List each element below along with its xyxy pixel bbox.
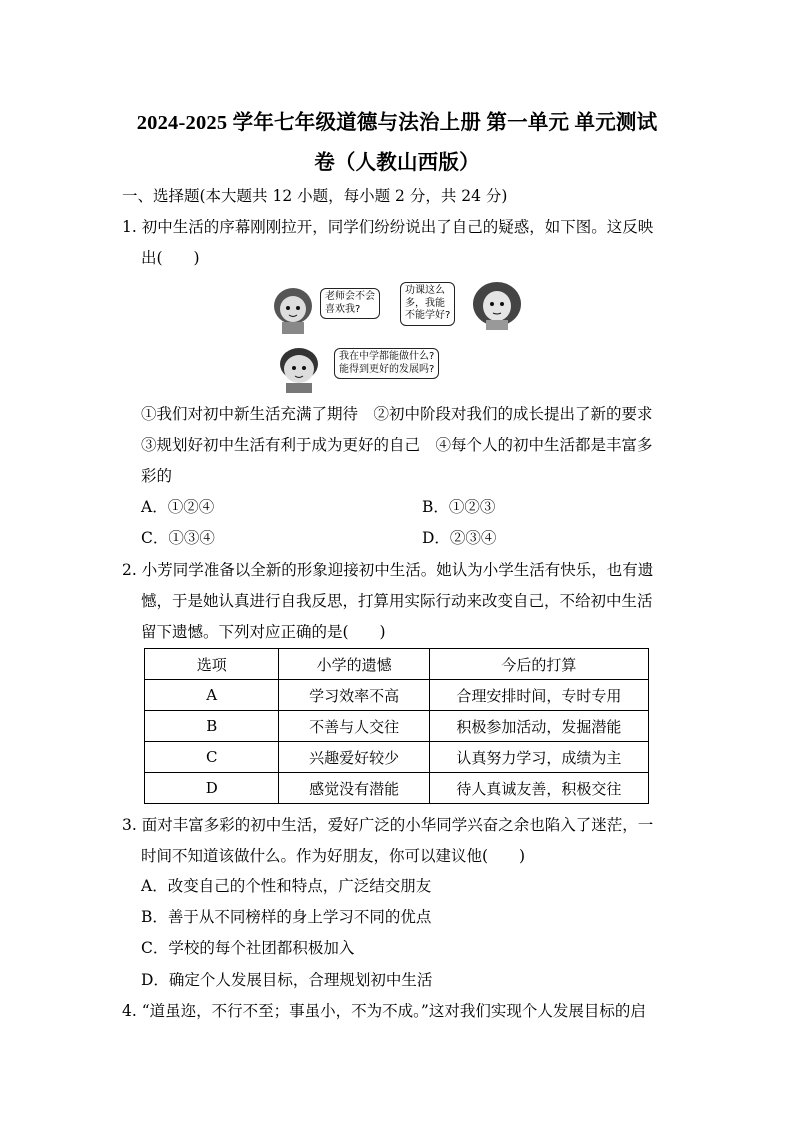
question-2-stem-line2: 憾，于是她认真进行自我反思，打算用实际行动来改变自己，不给初中生活 — [141, 592, 653, 610]
table-cell: 积极参加活动，发掘潜能 — [429, 711, 648, 742]
speech-bubble-1: 老师会不会 喜欢我? — [320, 288, 380, 319]
question-1-stem-line2: 出( ) — [141, 249, 200, 267]
question-1-statement-line2: ③规划好初中生活有利于成为更好的自己 ④每个人的初中生活都是丰富多 — [141, 436, 653, 454]
girl-cartoon-icon — [270, 284, 316, 336]
question-1-option-c[interactable]: C．①③④ — [141, 529, 215, 547]
table-cell: 感觉没有潜能 — [279, 773, 429, 804]
table-row — [145, 773, 649, 804]
question-1-option-b[interactable]: B．①②③ — [422, 498, 496, 516]
table-header-cell: 今后的打算 — [429, 649, 648, 680]
table-cell: 学习效率不高 — [279, 680, 429, 711]
question-3-stem-line2: 时间不知道该做什么。作为好朋友，你可以建议他( ) — [141, 847, 526, 865]
question-1-statement-line3: 彩的 — [141, 467, 173, 485]
table-row — [145, 680, 649, 711]
question-1-stem-line1: 1. 初中生活的序幕刚刚拉开，同学们纷纷说出了自己的疑惑，如下图。这反映 — [122, 218, 654, 236]
question-3-stem-line1: 3. 面对丰富多彩的初中生活，爱好广泛的小华同学兴奋之余也陷入了迷茫，一 — [122, 816, 654, 834]
table-row — [145, 711, 649, 742]
question-1-option-a[interactable]: A．①②④ — [141, 498, 215, 516]
question-1-statement-line1: ①我们对初中新生活充满了期待 ②初中阶段对我们的成长提出了新的要求 — [141, 405, 653, 423]
boy-cartoon-icon — [274, 342, 324, 394]
question-2-stem-line1: 2. 小芳同学准备以全新的形象迎接初中生活。她认为小学生活有快乐，也有遗 — [122, 561, 654, 579]
table-cell: C — [145, 742, 279, 773]
question-3-option-a[interactable]: A．改变自己的个性和特点，广泛结交朋友 — [141, 877, 432, 895]
question-3-option-b[interactable]: B．善于从不同榜样的身上学习不同的优点 — [141, 908, 432, 926]
speech-bubble-2: 功课这么 多，我能 不能学好? — [400, 282, 455, 326]
question-3-option-c[interactable]: C．学校的每个社团都积极加入 — [141, 939, 355, 957]
question-1-illustration — [268, 278, 530, 396]
section-heading: 一、选择题(本大题共 12 小题，每小题 2 分，共 24 分) — [122, 187, 508, 205]
table-header-cell: 小学的遗憾 — [279, 649, 429, 680]
table-cell: 合理安排时间，专时专用 — [429, 680, 648, 711]
table-header-row — [145, 649, 649, 680]
exam-title-line2: 卷（人教山西版） — [314, 152, 480, 174]
question-2-table — [144, 648, 649, 804]
table-cell: A — [145, 680, 279, 711]
speech-bubble-3: 我在中学都能做什么? 能得到更好的发展吗? — [334, 348, 439, 379]
question-2-stem-line3: 留下遗憾。下列对应正确的是( ) — [141, 623, 386, 641]
table-row — [145, 742, 649, 773]
question-3-option-d[interactable]: D．确定个人发展目标，合理规划初中生活 — [141, 971, 433, 989]
table-cell: B — [145, 711, 279, 742]
table-cell: D — [145, 773, 279, 804]
table-cell: 兴趣爱好较少 — [279, 742, 429, 773]
question-1-option-d[interactable]: D．②③④ — [422, 529, 497, 547]
table-cell: 认真努力学习，成绩为主 — [429, 742, 648, 773]
table-cell: 不善与人交往 — [279, 711, 429, 742]
table-cell: 待人真诚友善，积极交往 — [429, 773, 648, 804]
exam-title-line1: 2024-2025 学年七年级道德与法治上册 第一单元 单元测试 — [136, 112, 658, 134]
table-header-cell: 选项 — [145, 649, 279, 680]
question-4-stem-line1: 4. “道虽迩，不行不至；事虽小，不为不成。”这对我们实现个人发展目标的启 — [122, 1002, 646, 1020]
girl-thinking-cartoon-icon — [470, 280, 524, 332]
